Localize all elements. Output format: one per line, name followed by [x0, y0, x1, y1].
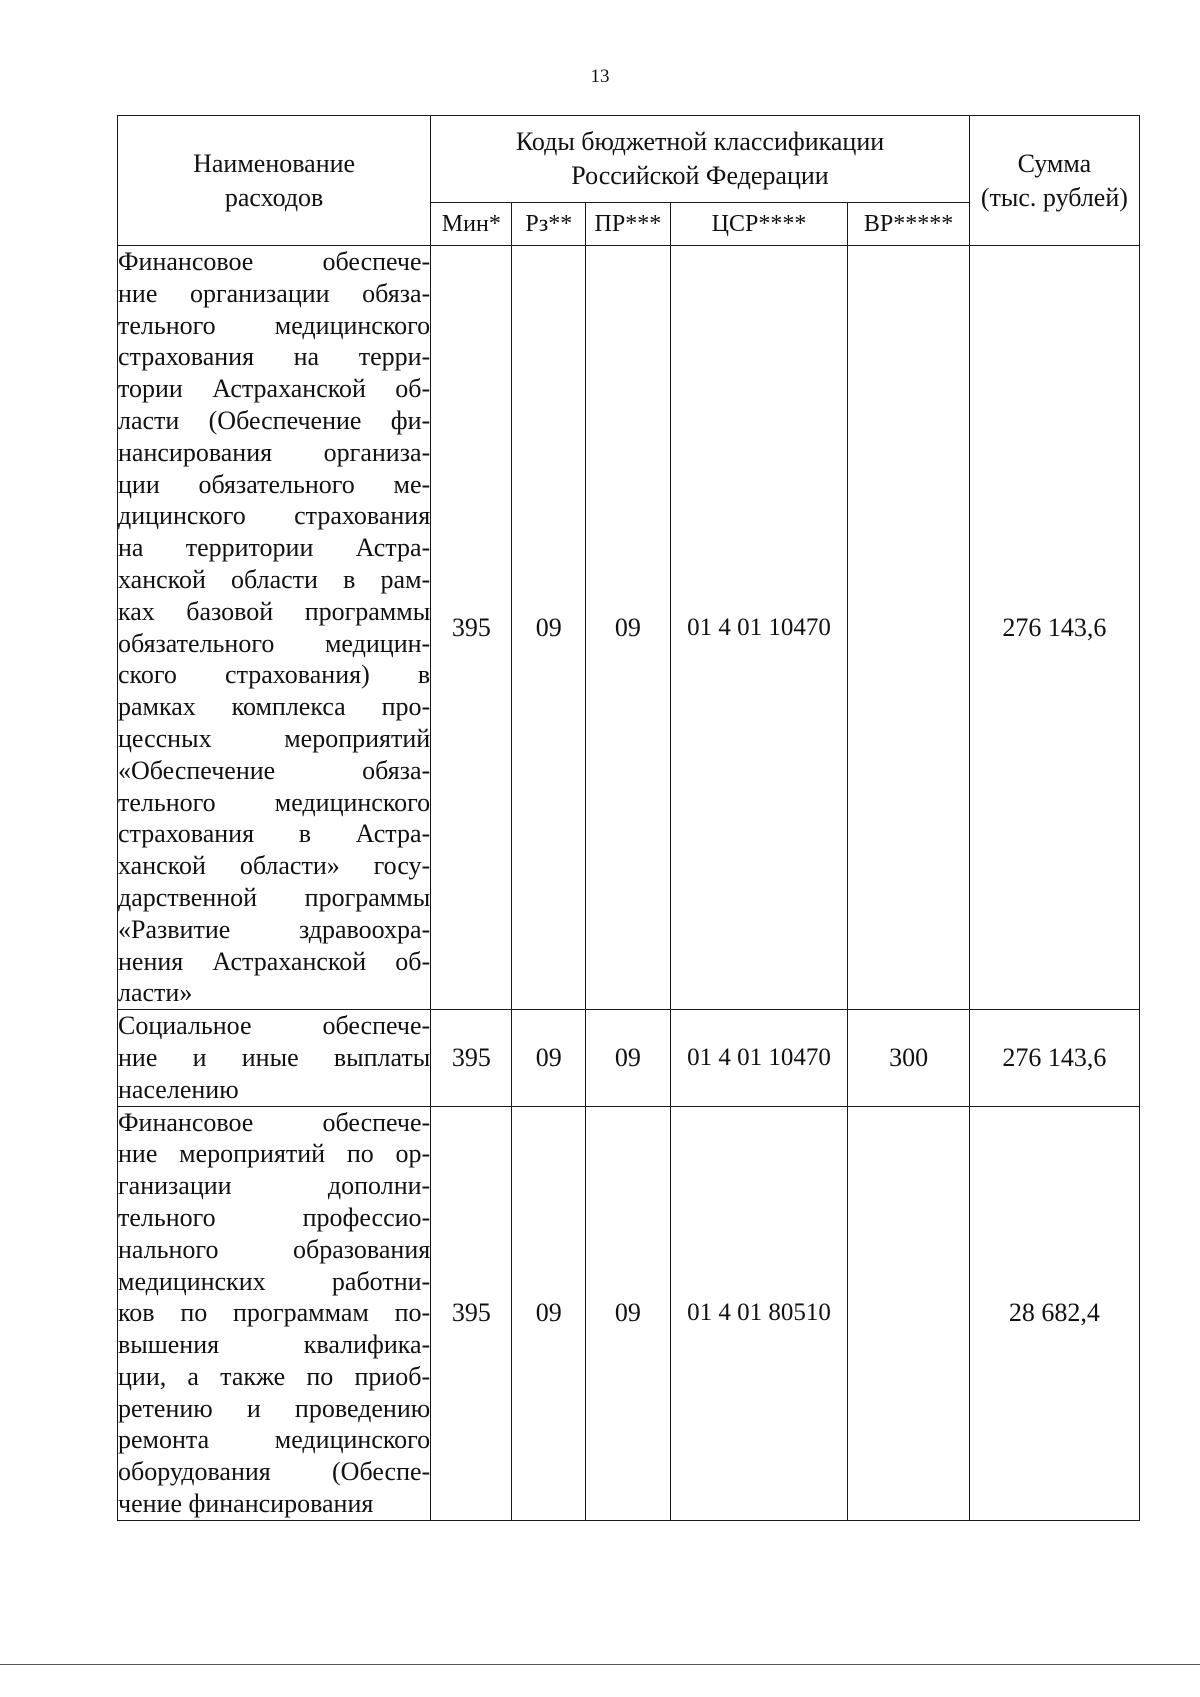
- expense-name-line: ков по программам по-: [118, 1298, 431, 1328]
- header-col-min: Мин*: [431, 203, 512, 246]
- expense-name-line: ции обязательного ме-: [118, 469, 431, 499]
- rz-code-cell: 09: [512, 1010, 586, 1106]
- expense-name-line: ках базовой программы: [118, 596, 431, 626]
- header-col-vr: ВР*****: [848, 203, 969, 246]
- header-name-column: [118, 116, 431, 246]
- expense-name-line: чение финансирования: [118, 1489, 374, 1519]
- expense-name-line: ханской области в рам-: [118, 564, 431, 594]
- expense-name-line: тельного профессио-: [118, 1202, 431, 1232]
- bottom-rule: [0, 1664, 1200, 1665]
- expense-name-line: медицинских работни-: [118, 1266, 431, 1296]
- pr-code-cell: 09: [586, 246, 671, 1010]
- expense-name-line: нансирования организа-: [118, 437, 431, 467]
- csr-code-cell: 01 4 01 10470: [670, 246, 848, 1010]
- pr-code-cell: 09: [586, 1106, 671, 1520]
- expense-name-line: на территории Астра-: [118, 533, 431, 563]
- expense-name-line: цессных мероприятий: [118, 723, 431, 753]
- min-code-cell: 395: [431, 246, 512, 1010]
- expense-name-line: дицинского страхования: [118, 501, 431, 531]
- expense-name-line: Социальное обеспече-: [118, 1011, 431, 1041]
- header-codes-line-1: Коды бюджетной классификации: [515, 127, 885, 156]
- expense-name-line: Финансовое обеспече-: [118, 1107, 431, 1137]
- sum-cell: 276 143,6: [969, 1010, 1139, 1106]
- expense-name-line: ремонта медицинского: [118, 1425, 431, 1455]
- expense-name-line: тории Астраханской об-: [118, 374, 431, 404]
- page-number: 13: [590, 66, 610, 87]
- header-col-pr: ПР***: [586, 203, 671, 246]
- header-sum-column: [969, 116, 1139, 246]
- header-codes-line-2: Российской Федерации: [571, 161, 829, 190]
- expense-name-line: ние мероприятий по ор-: [118, 1139, 431, 1169]
- expense-name-line: обязательного медицин-: [118, 628, 431, 658]
- vr-code-cell: [848, 1106, 969, 1520]
- budget-table: [117, 115, 1140, 1521]
- table-row: [118, 1106, 1140, 1520]
- header-sum-line-2: (тыс. рублей): [980, 182, 1128, 212]
- rz-code-cell: 09: [512, 246, 586, 1010]
- header-name-line-1: Наименование: [193, 148, 356, 178]
- expense-name-line: ласти»: [118, 978, 193, 1008]
- expense-name-cell: [118, 246, 431, 1010]
- header-codes-group: [431, 116, 970, 203]
- expense-name-line: ганизации дополни-: [118, 1171, 431, 1201]
- min-code-cell: 395: [431, 1010, 512, 1106]
- vr-code-cell: [848, 246, 969, 1010]
- expense-name-line: оборудования (Обеспе-: [118, 1457, 431, 1487]
- rz-code-cell: 09: [512, 1106, 586, 1520]
- sum-cell: 28 682,4: [969, 1106, 1139, 1520]
- expense-name-line: нального образования: [118, 1234, 431, 1264]
- table-body: [118, 246, 1140, 1521]
- expense-name-line: «Обеспечение обяза-: [118, 755, 431, 785]
- expense-name-line: ского страхования) в: [118, 660, 431, 690]
- expense-name-line: «Развитие здравоохра-: [118, 914, 431, 944]
- expense-name-line: дарственной программы: [118, 882, 431, 912]
- expense-name-line: ханской области» госу-: [118, 851, 431, 881]
- expense-name-line: тельного медицинского: [118, 310, 431, 340]
- expense-name-line: ретению и проведению: [118, 1393, 431, 1423]
- expense-name-line: Финансовое обеспече-: [118, 247, 431, 276]
- expense-name-line: страхования на терри-: [118, 342, 431, 372]
- header-col-csr: ЦСР****: [670, 203, 848, 246]
- expense-name-line: вышения квалифика-: [118, 1330, 431, 1360]
- min-code-cell: 395: [431, 1106, 512, 1520]
- header-col-rz: Рз**: [512, 203, 586, 246]
- expense-name-line: тельного медицинского: [118, 787, 431, 817]
- csr-code-cell: 01 4 01 10470: [670, 1010, 848, 1106]
- expense-name-cell: [118, 1010, 431, 1106]
- expense-name-line: населению: [118, 1074, 239, 1104]
- expense-name-line: ние и иные выплаты: [118, 1042, 431, 1072]
- csr-code-cell: 01 4 01 80510: [670, 1106, 848, 1520]
- sum-cell: 276 143,6: [969, 246, 1139, 1010]
- table-row: [118, 246, 1140, 1010]
- header-name-line-2: расходов: [224, 182, 324, 212]
- table-row: [118, 1010, 1140, 1106]
- pr-code-cell: 09: [586, 1010, 671, 1106]
- expense-name-line: ние организации обяза-: [118, 278, 431, 308]
- header-sum-line-1: Сумма: [1017, 148, 1092, 178]
- expense-name-line: страхования в Астра-: [118, 819, 431, 849]
- expense-name-line: рамках комплекса про-: [118, 692, 431, 722]
- vr-code-cell: 300: [848, 1010, 969, 1106]
- expense-name-line: ласти (Обеспечение фи-: [118, 405, 431, 435]
- expense-name-cell: [118, 1106, 431, 1520]
- expense-name-line: нения Астраханской об-: [118, 946, 431, 976]
- expense-name-line: ции, а также по приоб-: [118, 1361, 431, 1391]
